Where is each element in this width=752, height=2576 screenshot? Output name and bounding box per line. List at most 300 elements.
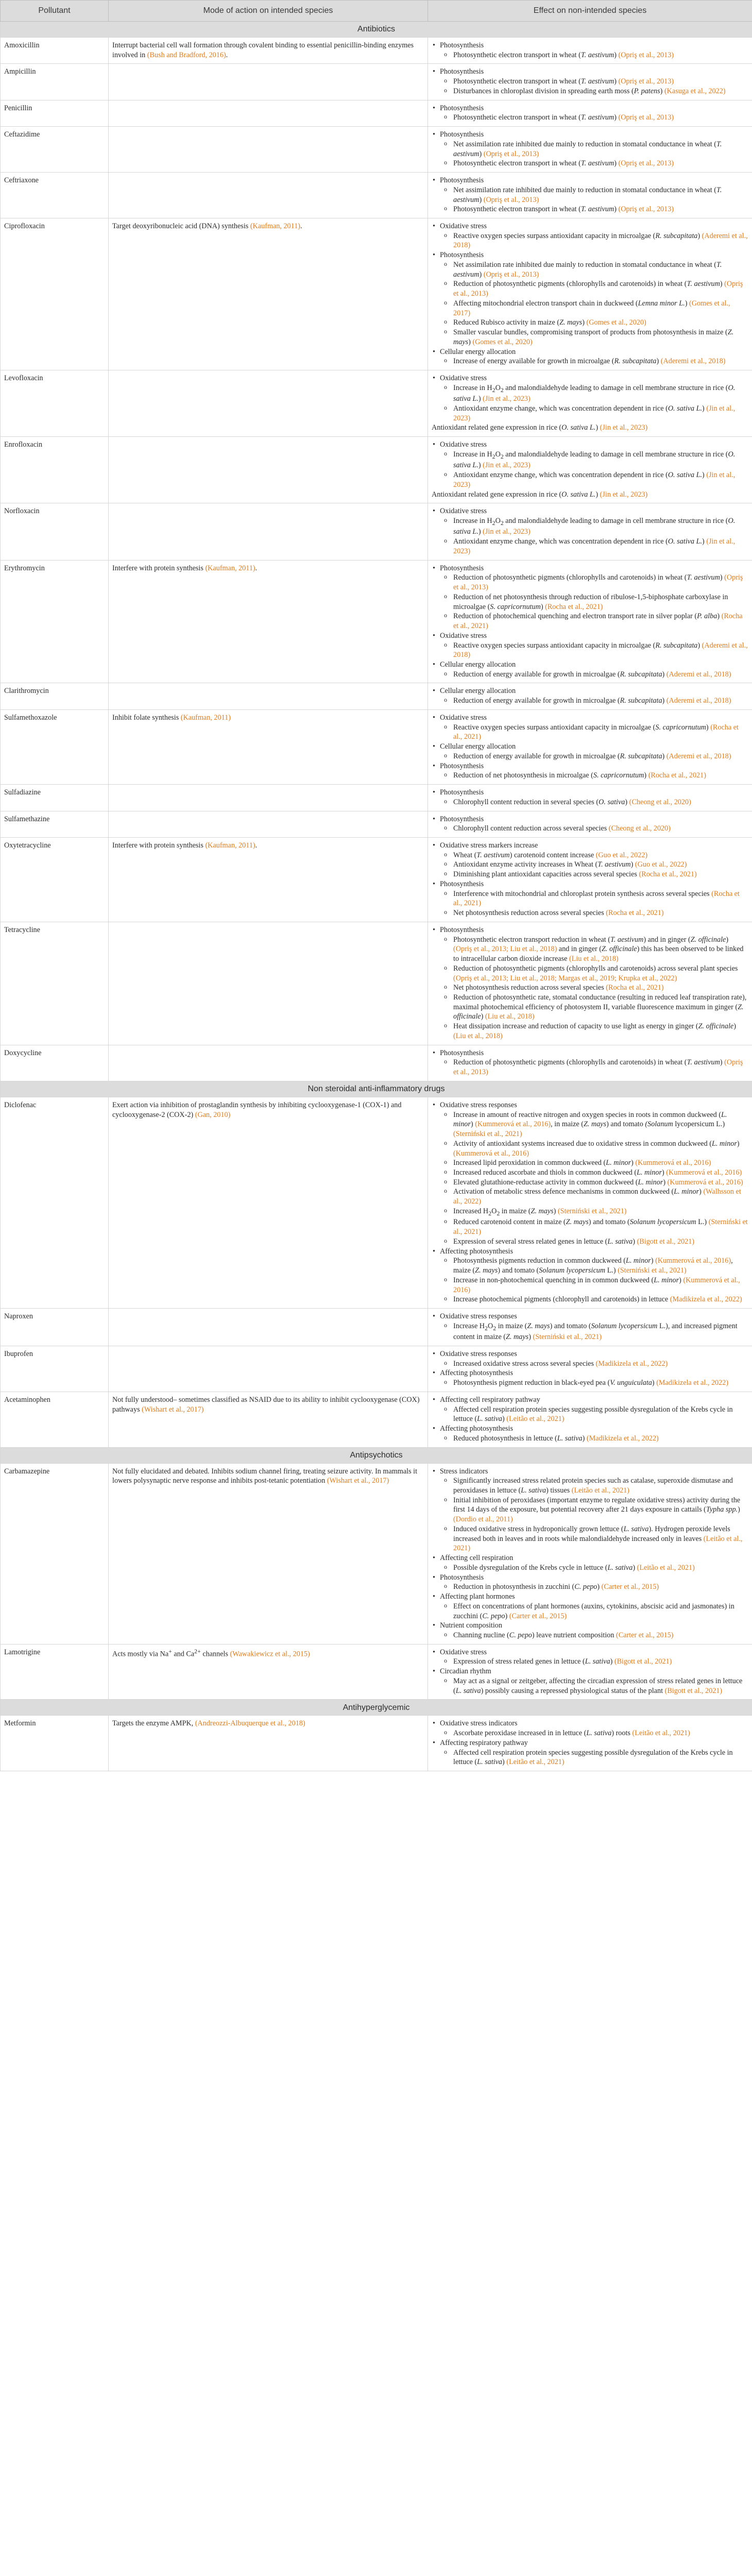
species-name: L. sativa [521, 1486, 546, 1495]
citation: (Sterniński et al., 2021) [557, 1207, 627, 1215]
citation: (Opriş et al., 2013) [483, 149, 539, 158]
citation: (Aderemi et al., 2018) [666, 697, 731, 705]
species-name: Z. mays [566, 1218, 589, 1227]
text-run: Increase in amount of reactive nitrogen and oxygen species in roots in common duckweed ( [453, 1110, 722, 1119]
text-run: ) [582, 1434, 587, 1443]
text-run: ) [479, 149, 484, 158]
pollutant-name: Acetaminophen [1, 1392, 109, 1447]
citation: (Gomes et al., 2020) [472, 337, 533, 346]
mode-of-action-cell [109, 1463, 428, 1644]
text-run: Affecting respiratory pathway [440, 1738, 528, 1747]
effect-item [432, 1719, 748, 1728]
citation: (Kummerová et al., 2016) [453, 1149, 529, 1158]
text-run: Reduction of photosynthetic rate, stomatal conductance (resulting in reduced leaf transpiration rate), maximal photochemical efficiency of photosystem II, variable fluorescence maximum in ginger ( [453, 993, 747, 1011]
text-run: Acts mostly via Na [112, 1650, 169, 1658]
text-run: Antioxidant related gene expression in rice ( [432, 423, 562, 432]
species-name: Solanum lycopersicum [591, 1321, 658, 1330]
effect-item [432, 1553, 748, 1563]
text-run: Reduced carotenoid content in maize ( [453, 1218, 566, 1227]
text-run: in maize ( [496, 1321, 527, 1330]
citation: (Rocha et al., 2021) [453, 612, 743, 631]
mode-of-action-cell [109, 1346, 428, 1392]
subscript: 2 [492, 519, 495, 527]
effect-item [432, 67, 748, 77]
text-run: ) [614, 50, 619, 59]
mode-of-action-cell [109, 127, 428, 173]
text-run: Net photosynthesis reduction across several species [453, 984, 606, 992]
effects-list [432, 815, 748, 834]
text-run: Reduction in photosynthesis in zucchini ( [453, 1583, 575, 1591]
text-run: ) and tomato ( [588, 1218, 630, 1227]
species-name: O. sativa L. [453, 516, 736, 536]
citation: (Wishart et al., 2017) [142, 1405, 204, 1414]
citation: (Cheong et al., 2020) [629, 798, 691, 806]
effect-item [432, 788, 748, 798]
text-run: Net assimilation rate inhibited due mainly to reduction in stomatal conductance in wheat ( [453, 140, 716, 148]
effect-item [432, 423, 748, 433]
effect-item [432, 879, 748, 889]
citation: (Kummerová et al., 2016) [475, 1120, 551, 1129]
effect-item [432, 935, 748, 964]
text-run: ) [595, 423, 600, 432]
text-run: ) and tomato ( [498, 1266, 539, 1275]
effects-cell [428, 370, 752, 437]
citation: (Carter et al., 2015) [509, 1612, 567, 1620]
citation: (Leitão et al., 2021) [453, 1534, 743, 1553]
citation: (Madikizela et al., 2022) [586, 1434, 659, 1443]
effects-cell [428, 785, 752, 811]
effect-item [432, 686, 748, 696]
effect-item [432, 870, 748, 879]
text-run: ) [478, 528, 483, 536]
text-run: ) [726, 935, 729, 944]
effect-item [432, 299, 748, 318]
text-run: Affecting photosynthesis [440, 1425, 513, 1433]
species-name: Lemna minor L. [638, 299, 685, 308]
text-run: Affecting plant hormones [440, 1592, 515, 1601]
effect-item [432, 113, 748, 123]
effect-item [432, 516, 748, 537]
text-run: Antioxidant enzyme change, which was concentration dependent in rice ( [453, 471, 668, 480]
effects-list [432, 506, 748, 556]
species-name: L. sativa [607, 1237, 633, 1246]
effect-item [432, 222, 748, 231]
text-run: Photosynthetic electron transport in wheat ( [453, 113, 581, 122]
text-run: Photosynthesis [440, 67, 484, 76]
effect-item [432, 841, 748, 851]
table-row [1, 683, 752, 709]
text-run: Not fully elucidated and debated. Inhibits sodium channel firing, treating seizure activity. In mammals it lowers polysynaptic nerve response and inhibits post-tetanic potentiation [112, 1467, 418, 1485]
citation: (Sterniński et al., 2021) [533, 1333, 602, 1342]
text-run: Oxidative stress indicators [440, 1719, 518, 1728]
citation: (Gan, 2010) [195, 1110, 231, 1119]
mode-of-action-cell [109, 560, 428, 683]
pollutant-name: Enrofloxacin [1, 437, 109, 503]
effect-item [432, 1217, 748, 1236]
citation: (Gomes et al., 2020) [586, 318, 646, 327]
table-row [1, 64, 752, 100]
effect-item [432, 1168, 748, 1178]
text-run: Oxidative stress [440, 507, 487, 516]
citation: (Jin et al., 2023) [600, 490, 648, 499]
effect-item [432, 1405, 748, 1424]
species-name: Z. mays [527, 1321, 550, 1330]
text-run: Oxidative stress [440, 631, 487, 640]
effect-item [432, 1602, 748, 1621]
pollutant-name: Ceftriaxone [1, 173, 109, 218]
subscript: 2 [500, 386, 504, 394]
citation: (Madikizela et al., 2022) [656, 1379, 729, 1387]
text-run: Target deoxyribonucleic acid (DNA) synthesis [112, 222, 250, 231]
text-run: Exert action via inhibition of prostaglandin synthesis by inhibiting cyclooxygenase-1 (COX-1) and cyclooxygenase-2 (COX-2) [112, 1100, 402, 1119]
text-run: Oxidative stress [440, 713, 487, 722]
mode-of-action-cell [109, 1716, 428, 1771]
table-row [1, 1716, 752, 1771]
citation: (Bigott et al., 2021) [614, 1657, 672, 1666]
group-title: Non steroidal anti-inflammatory drugs [1, 1081, 752, 1097]
text-run: ) carotenoid content increase [509, 851, 596, 859]
species-name: Z. mays [559, 318, 583, 327]
species-name: Solanum lycopersicum [629, 1218, 696, 1227]
text-run: Reactive oxygen species surpass antioxidant capacity in microalgae ( [453, 641, 656, 650]
text-run: Reduced photosynthesis in lettuce ( [453, 1434, 557, 1443]
citation: (Opriş et al., 2013; Liu et al., 2018; Margas et al., 2019; Krupka et al., 2022) [453, 974, 677, 982]
species-name: Solanum lycopersicum [539, 1266, 606, 1275]
text-run: Photosynthesis [440, 1573, 484, 1582]
species-name: L. sativa [585, 1657, 610, 1666]
effect-item [432, 1187, 748, 1206]
text-run: ) [697, 641, 702, 650]
citation: (Sterniński et al., 2021) [618, 1266, 687, 1275]
text-run: . [300, 222, 302, 231]
citation: (Kummerová et al., 2016) [453, 1276, 740, 1294]
species-name: P. alba [697, 612, 717, 621]
text-run: channels [200, 1650, 230, 1658]
species-name: Z. officinale [453, 1003, 744, 1021]
effect-item [432, 860, 748, 870]
effect-item [432, 1295, 748, 1304]
effect-item [432, 798, 748, 807]
effects-list [432, 841, 748, 918]
text-run: ) [697, 231, 702, 240]
effects-cell [428, 709, 752, 784]
species-name: V. unguiculata [610, 1379, 652, 1387]
effects-list [432, 1048, 748, 1077]
effect-item [432, 1022, 748, 1041]
effect-item [432, 318, 748, 328]
citation: (Bigott et al., 2021) [664, 1686, 723, 1695]
citation: (Opriş et al., 2013) [618, 113, 674, 122]
text-run: ) [505, 1612, 509, 1620]
effects-list [432, 788, 748, 807]
text-run: Antioxidant enzyme activity increases in Wheat ( [453, 860, 598, 869]
text-run: Photosynthesis [440, 925, 484, 934]
pollutant-name: Ampicillin [1, 64, 109, 100]
species-name: T. aestivum [580, 205, 614, 214]
text-run: Oxidative stress [440, 222, 487, 231]
text-run: ) [699, 1188, 704, 1196]
effect-item [432, 347, 748, 357]
citation: (Jin et al., 2023) [453, 404, 736, 422]
text-run: Photosynthetic electron transport in wheat ( [453, 77, 581, 86]
citation: (Jin et al., 2023) [483, 528, 531, 536]
mode-of-action-cell [109, 437, 428, 503]
citation: (Rocha et al., 2021) [545, 602, 603, 611]
effects-list [432, 925, 748, 1041]
text-run: Photosynthesis [440, 1048, 484, 1057]
effect-item [432, 1048, 748, 1058]
text-run: Reduction of photosynthetic pigments (chlorophylls and carotenoids) across several plant species [453, 964, 738, 973]
text-run: ) [631, 1159, 636, 1167]
pollutant-name: Oxytetracycline [1, 837, 109, 922]
effect-item [432, 506, 748, 516]
species-name: C. pepo [574, 1583, 597, 1591]
citation: (Kummerová et al., 2016) [666, 1168, 742, 1177]
mode-of-action-cell [109, 922, 428, 1045]
species-name: Z. officinale [690, 935, 726, 944]
species-name: R. subcapitata [620, 752, 662, 760]
text-run: Increase in H [453, 516, 492, 525]
text-run: Affecting cell respiration [440, 1554, 514, 1563]
table-row [1, 1644, 752, 1700]
text-run: and in ginger ( [557, 945, 602, 954]
effects-cell [428, 811, 752, 837]
species-name: L. sativa [477, 1758, 502, 1767]
species-name: S. capricornutum [593, 771, 644, 780]
citation: (Kummerová et al., 2016) [635, 1159, 711, 1167]
effect-item [432, 612, 748, 631]
table-row [1, 811, 752, 837]
effect-item [432, 185, 748, 205]
text-run: in maize ( [500, 1207, 531, 1215]
group-title: Antihyperglycemic [1, 1700, 752, 1716]
effect-item [432, 564, 748, 573]
text-run: ) [717, 612, 722, 621]
effect-item [432, 993, 748, 1022]
text-run: O [495, 383, 501, 392]
species-name: T. aestivum [453, 140, 722, 158]
effects-list [432, 564, 748, 680]
citation: (Guo et al., 2022) [635, 860, 687, 869]
text-run: Reduction of photosynthetic pigments (chlorophylls and carotenoids) in wheat ( [453, 1058, 687, 1067]
text-run: Initial inhibition of peroxidases (important enzyme to regulate oxidative stress) activity during the first 14 days of the exposure, but potential recovery after 21 days exposure in cattails ( [453, 1496, 741, 1514]
text-run: ) [614, 77, 619, 86]
text-run: ) [595, 490, 600, 499]
citation: (Sterniński et al., 2021) [453, 1218, 748, 1236]
mode-of-action-cell [109, 1392, 428, 1447]
species-name: Z. mays [453, 328, 734, 346]
citation: (Rocha et al., 2021) [648, 771, 706, 780]
effect-item [432, 1592, 748, 1602]
citation: (Kummerová et al., 2016) [667, 1178, 743, 1187]
text-run: Reactive oxygen species surpass antioxidant capacity in microalgae ( [453, 723, 656, 732]
text-run: Reduction of photochemical quenching and electron transport rate in silver poplar ( [453, 612, 697, 621]
mode-of-action-cell [109, 1045, 428, 1081]
effects-cell [428, 1346, 752, 1392]
text-run: Oxidative stress responses [440, 1312, 517, 1320]
citation: (Wishart et al., 2017) [327, 1477, 389, 1485]
effect-item [432, 1312, 748, 1321]
text-run: Increased reduced ascorbate and thiols in common duckweed ( [453, 1168, 637, 1177]
mode-of-action-cell [109, 1097, 428, 1308]
species-name: L. minor [606, 1159, 631, 1167]
citation: (Cheong et al., 2020) [608, 824, 671, 833]
species-name: S. capricornutum [490, 602, 541, 611]
citation: (Opriş et al., 2013) [453, 280, 743, 298]
effects-list [432, 374, 748, 433]
text-run: Reduction of net photosynthesis in microalgae ( [453, 771, 593, 780]
citation: (Liu et al., 2018) [453, 1031, 503, 1040]
effects-cell [428, 560, 752, 683]
effect-item [432, 159, 748, 168]
citation: (Rocha et al., 2021) [606, 984, 664, 992]
species-name: O. sativa L. [668, 471, 703, 480]
species-name: R. subcapitata [655, 231, 698, 240]
citation: (Aderemi et al., 2018) [666, 670, 731, 679]
text-run: ) [662, 752, 666, 760]
effects-cell [428, 1644, 752, 1700]
effect-item [432, 440, 748, 450]
effect-item [432, 752, 748, 761]
citation: (Kaufman, 2011) [180, 713, 231, 722]
citation: (Bush and Bradford, 2016) [147, 50, 226, 59]
text-run: ) [468, 337, 473, 346]
text-run: ) [614, 205, 619, 214]
text-run: ) [478, 461, 483, 470]
text-run: ) [479, 270, 484, 279]
citation: (Kaufman, 2011) [205, 564, 255, 572]
citation: (Opriş et al., 2013) [618, 159, 674, 168]
effects-cell [428, 1045, 752, 1081]
effect-item [432, 1648, 748, 1657]
text-run: ) [614, 159, 619, 168]
text-run: Ascorbate peroxidase increased in in lettuce ( [453, 1729, 587, 1738]
text-run: ) [651, 1257, 656, 1265]
mode-of-action-cell [109, 218, 428, 370]
effects-cell [428, 837, 752, 922]
effects-list [432, 1395, 748, 1444]
effect-item [432, 1158, 748, 1168]
species-name: O. sativa L. [668, 537, 703, 546]
table-row [1, 785, 752, 811]
effect-item [432, 260, 748, 279]
text-run: Expression of stress related genes in lettuce ( [453, 1657, 585, 1666]
text-run: ) [662, 670, 666, 679]
text-run: Elevated glutathione-reductase activity in common duckweed ( [453, 1178, 638, 1187]
species-name: L. sativa [607, 1563, 633, 1572]
effects-cell [428, 1309, 752, 1346]
species-name: L. minor [637, 1168, 662, 1177]
text-run: ) [720, 280, 725, 289]
subscript: 2 [492, 386, 495, 394]
effect-item [432, 1738, 748, 1748]
effects-cell [428, 218, 752, 370]
text-run: Affected cell respiration protein species suggesting possible dysregulation of the Krebs cycle in lettuce ( [453, 1748, 733, 1767]
effect-item [432, 1748, 748, 1767]
effect-item [432, 77, 748, 87]
text-run: and Ca [172, 1650, 195, 1658]
text-run: Increase of energy available for growth in microalgae ( [453, 357, 614, 366]
citation: (Leitão et al., 2021) [571, 1486, 629, 1495]
text-run: Interference with mitochondrial and chloroplast protein synthesis across several species [453, 889, 712, 898]
table-row [1, 1309, 752, 1346]
species-name: L. sativa [477, 1415, 502, 1423]
effects-cell [428, 38, 752, 64]
pollutant-name: Erythromycin [1, 560, 109, 683]
text-run: O [495, 450, 501, 459]
text-run: Effect on concentrations of plant hormones (auxins, cytokinins, abscisic acid and jasmonates) in zucchini ( [453, 1602, 734, 1620]
text-run: ) [702, 537, 707, 546]
citation: (Andreozzi-Albuquerque et al., 2018) [195, 1719, 305, 1728]
citation: (Jin et al., 2023) [483, 461, 531, 470]
table-row [1, 173, 752, 218]
header-row [1, 1, 752, 22]
species-name: Z. officinale [698, 1022, 734, 1031]
species-name: P. patens [634, 87, 660, 95]
text-run: Cellular energy allocation [440, 660, 516, 669]
mode-of-action-cell [109, 100, 428, 126]
citation: (Opriş et al., 2013) [618, 50, 674, 59]
effect-item [432, 537, 748, 556]
citation: (Kasuga et al., 2022) [664, 87, 726, 95]
mode-of-action-cell [109, 1309, 428, 1346]
effect-item [432, 925, 748, 935]
text-run: Significantly increased stress related protein species such as catalase, superoxide dismutase and peroxidases in lettuce ( [453, 1477, 733, 1495]
mode-of-action-cell [109, 503, 428, 560]
effect-item [432, 404, 748, 423]
text-run: Photosynthesis [440, 176, 484, 185]
citation: (Madikizela et al., 2022) [595, 1359, 668, 1368]
species-name: L. sativa [455, 1686, 481, 1695]
group-row [1, 1081, 752, 1097]
effects-cell [428, 1097, 752, 1308]
text-run: and malondialdehyde leading to damage in cell membrane structure in rice ( [503, 450, 728, 459]
pollutant-name: Naproxen [1, 1309, 109, 1346]
table-header [1, 1, 752, 22]
table-row [1, 100, 752, 126]
text-run: Photosynthesis [440, 761, 484, 770]
text-run: Not fully understood– sometimes classified as NSAID due to its ability to inhibit cyclooxygenase (COX) pathways [112, 1395, 420, 1414]
effect-item [432, 1247, 748, 1257]
text-run: ) [528, 1333, 533, 1342]
effect-item [432, 573, 748, 592]
effect-item [432, 41, 748, 50]
effect-item [432, 1657, 748, 1667]
text-run: Reduction of energy available for growth in microalgae ( [453, 697, 620, 705]
pollutant-name: Tetracycline [1, 922, 109, 1045]
table-row [1, 922, 752, 1045]
effect-item [432, 1563, 748, 1573]
effect-item [432, 824, 748, 834]
species-name: T. aestivum [453, 260, 722, 279]
text-run: and malondialdehyde leading to damage in cell membrane structure in rice ( [503, 383, 728, 392]
text-run: ) and tomato [606, 1120, 645, 1129]
species-name: T. aestivum [476, 851, 510, 859]
citation: (Sterniński et al., 2021) [453, 1130, 522, 1139]
citation: (Aderemi et al., 2018) [453, 231, 748, 250]
citation: (Kummerová et al., 2016) [655, 1257, 731, 1265]
subscript: 2 [488, 1209, 492, 1217]
species-name: L. sativa [586, 1729, 612, 1738]
table-row [1, 38, 752, 64]
effect-item [432, 1276, 748, 1295]
citation: (Guo et al., 2022) [595, 851, 648, 859]
effect-item [432, 1476, 748, 1495]
header-effect: Effect on non-intended species [428, 1, 752, 22]
pollutant-name: Sulfamethoxazole [1, 709, 109, 784]
text-run: ) [553, 1207, 558, 1215]
text-run: Net photosynthesis reduction across several species [453, 909, 606, 918]
